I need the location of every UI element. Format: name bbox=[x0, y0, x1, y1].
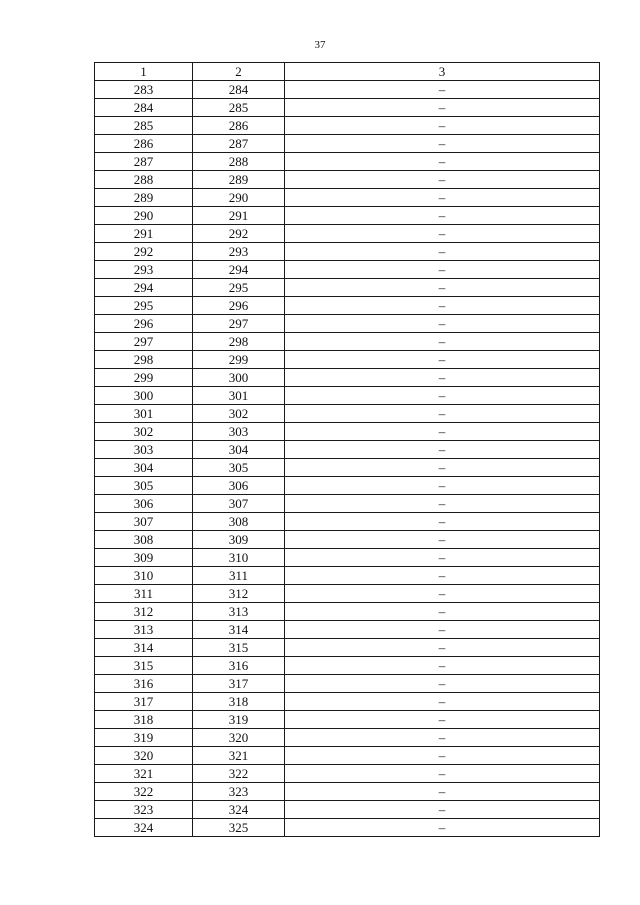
table-cell-col-2: 299 bbox=[193, 351, 285, 369]
table-cell-col-2: 307 bbox=[193, 495, 285, 513]
table-row bbox=[95, 279, 600, 297]
table-cell-col-2: 285 bbox=[193, 99, 285, 117]
table-cell-col-3: – bbox=[285, 783, 600, 801]
table-cell-col-3: – bbox=[285, 549, 600, 567]
table-cell-col-2: 314 bbox=[193, 621, 285, 639]
table-row bbox=[95, 315, 600, 333]
table-cell-col-2: 288 bbox=[193, 153, 285, 171]
table-row bbox=[95, 711, 600, 729]
table-row bbox=[95, 603, 600, 621]
table-cell-col-1: 315 bbox=[95, 657, 193, 675]
table-cell-col-3: – bbox=[285, 189, 600, 207]
table-header bbox=[95, 63, 600, 81]
table-cell-col-1: 317 bbox=[95, 693, 193, 711]
table-cell-col-2: 291 bbox=[193, 207, 285, 225]
table-row bbox=[95, 225, 600, 243]
table-cell-col-1: 301 bbox=[95, 405, 193, 423]
table-cell-col-2: 313 bbox=[193, 603, 285, 621]
table-cell-col-1: 307 bbox=[95, 513, 193, 531]
table-cell-col-1: 309 bbox=[95, 549, 193, 567]
table-cell-col-2: 319 bbox=[193, 711, 285, 729]
table-cell-col-2: 309 bbox=[193, 531, 285, 549]
table-row bbox=[95, 585, 600, 603]
table-cell-col-3: – bbox=[285, 225, 600, 243]
table-row bbox=[95, 441, 600, 459]
table-cell-col-1: 306 bbox=[95, 495, 193, 513]
table-cell-col-3: – bbox=[285, 171, 600, 189]
table-cell-col-1: 285 bbox=[95, 117, 193, 135]
table-cell-col-3: – bbox=[285, 243, 600, 261]
table-cell-col-1: 293 bbox=[95, 261, 193, 279]
table-cell-col-2: 315 bbox=[193, 639, 285, 657]
table-body bbox=[95, 81, 600, 837]
table-cell-col-2: 300 bbox=[193, 369, 285, 387]
table-cell-col-2: 306 bbox=[193, 477, 285, 495]
table-cell-col-3: – bbox=[285, 261, 600, 279]
table-cell-col-3: – bbox=[285, 153, 600, 171]
table-cell-col-3: – bbox=[285, 423, 600, 441]
table-cell-col-1: 320 bbox=[95, 747, 193, 765]
table-cell-col-1: 292 bbox=[95, 243, 193, 261]
table-cell-col-3: – bbox=[285, 711, 600, 729]
table-row bbox=[95, 423, 600, 441]
data-table bbox=[94, 62, 600, 837]
table-cell-col-1: 321 bbox=[95, 765, 193, 783]
table-cell-col-1: 284 bbox=[95, 99, 193, 117]
table-row bbox=[95, 333, 600, 351]
table-cell-col-2: 304 bbox=[193, 441, 285, 459]
table-row bbox=[95, 153, 600, 171]
table-cell-col-1: 297 bbox=[95, 333, 193, 351]
table-cell-col-1: 300 bbox=[95, 387, 193, 405]
table-cell-col-3: – bbox=[285, 693, 600, 711]
table-cell-col-1: 310 bbox=[95, 567, 193, 585]
table-row bbox=[95, 657, 600, 675]
table-cell-col-1: 287 bbox=[95, 153, 193, 171]
table-cell-col-3: – bbox=[285, 117, 600, 135]
header-cell-3: 3 bbox=[285, 63, 600, 81]
table-row bbox=[95, 81, 600, 99]
table-cell-col-3: – bbox=[285, 747, 600, 765]
table-cell-col-2: 302 bbox=[193, 405, 285, 423]
table-cell-col-1: 314 bbox=[95, 639, 193, 657]
table-row bbox=[95, 819, 600, 837]
table-cell-col-3: – bbox=[285, 639, 600, 657]
table-cell-col-3: – bbox=[285, 477, 600, 495]
table-cell-col-2: 322 bbox=[193, 765, 285, 783]
table-cell-col-1: 296 bbox=[95, 315, 193, 333]
table-cell-col-3: – bbox=[285, 621, 600, 639]
table-cell-col-2: 292 bbox=[193, 225, 285, 243]
header-cell-1: 1 bbox=[95, 63, 193, 81]
table-cell-col-3: – bbox=[285, 333, 600, 351]
table-cell-col-3: – bbox=[285, 441, 600, 459]
table-cell-col-2: 284 bbox=[193, 81, 285, 99]
table-cell-col-3: – bbox=[285, 279, 600, 297]
table-cell-col-3: – bbox=[285, 603, 600, 621]
table-cell-col-2: 297 bbox=[193, 315, 285, 333]
table-row bbox=[95, 531, 600, 549]
table-cell-col-2: 298 bbox=[193, 333, 285, 351]
table-cell-col-1: 302 bbox=[95, 423, 193, 441]
table-cell-col-3: – bbox=[285, 369, 600, 387]
table-cell-col-3: – bbox=[285, 567, 600, 585]
table-cell-col-2: 311 bbox=[193, 567, 285, 585]
table-row bbox=[95, 801, 600, 819]
table-cell-col-2: 296 bbox=[193, 297, 285, 315]
table-row bbox=[95, 207, 600, 225]
table-cell-col-1: 298 bbox=[95, 351, 193, 369]
table-cell-col-3: – bbox=[285, 765, 600, 783]
table-row bbox=[95, 135, 600, 153]
table-row bbox=[95, 99, 600, 117]
table-row bbox=[95, 171, 600, 189]
table-cell-col-2: 323 bbox=[193, 783, 285, 801]
table-row bbox=[95, 189, 600, 207]
table-cell-col-3: – bbox=[285, 513, 600, 531]
table-cell-col-1: 304 bbox=[95, 459, 193, 477]
table-row bbox=[95, 567, 600, 585]
table-row bbox=[95, 297, 600, 315]
table-cell-col-2: 310 bbox=[193, 549, 285, 567]
table-cell-col-2: 305 bbox=[193, 459, 285, 477]
table-cell-col-3: – bbox=[285, 459, 600, 477]
table-cell-col-3: – bbox=[285, 405, 600, 423]
table-cell-col-1: 289 bbox=[95, 189, 193, 207]
table-cell-col-2: 325 bbox=[193, 819, 285, 837]
table-cell-col-3: – bbox=[285, 99, 600, 117]
table-row bbox=[95, 693, 600, 711]
table-cell-col-2: 295 bbox=[193, 279, 285, 297]
table-cell-col-3: – bbox=[285, 585, 600, 603]
table-row bbox=[95, 243, 600, 261]
table-cell-col-2: 321 bbox=[193, 747, 285, 765]
table-row bbox=[95, 729, 600, 747]
table-cell-col-3: – bbox=[285, 801, 600, 819]
table-cell-col-2: 320 bbox=[193, 729, 285, 747]
table-cell-col-2: 324 bbox=[193, 801, 285, 819]
table-cell-col-1: 299 bbox=[95, 369, 193, 387]
table-cell-col-3: – bbox=[285, 819, 600, 837]
table-cell-col-1: 291 bbox=[95, 225, 193, 243]
table-cell-col-1: 295 bbox=[95, 297, 193, 315]
header-row bbox=[95, 63, 600, 81]
table-cell-col-3: – bbox=[285, 207, 600, 225]
table-cell-col-1: 305 bbox=[95, 477, 193, 495]
table-cell-col-1: 290 bbox=[95, 207, 193, 225]
table-cell-col-3: – bbox=[285, 495, 600, 513]
table-cell-col-1: 324 bbox=[95, 819, 193, 837]
table-cell-col-1: 313 bbox=[95, 621, 193, 639]
table-cell-col-1: 288 bbox=[95, 171, 193, 189]
table-cell-col-1: 323 bbox=[95, 801, 193, 819]
table-row bbox=[95, 639, 600, 657]
table-cell-col-3: – bbox=[285, 729, 600, 747]
table-cell-col-3: – bbox=[285, 135, 600, 153]
table-cell-col-2: 286 bbox=[193, 117, 285, 135]
table-row bbox=[95, 621, 600, 639]
page-number: 37 bbox=[314, 39, 326, 51]
table-cell-col-2: 303 bbox=[193, 423, 285, 441]
table-cell-col-3: – bbox=[285, 657, 600, 675]
table-cell-col-3: – bbox=[285, 315, 600, 333]
table-row bbox=[95, 387, 600, 405]
table-cell-col-2: 318 bbox=[193, 693, 285, 711]
table-cell-col-3: – bbox=[285, 675, 600, 693]
table-cell-col-1: 318 bbox=[95, 711, 193, 729]
table-cell-col-1: 312 bbox=[95, 603, 193, 621]
table-cell-col-2: 316 bbox=[193, 657, 285, 675]
table-row bbox=[95, 747, 600, 765]
table-row bbox=[95, 783, 600, 801]
table-cell-col-1: 311 bbox=[95, 585, 193, 603]
table-cell-col-2: 312 bbox=[193, 585, 285, 603]
table-cell-col-3: – bbox=[285, 351, 600, 369]
table-row bbox=[95, 261, 600, 279]
table-cell-col-2: 289 bbox=[193, 171, 285, 189]
table-row bbox=[95, 765, 600, 783]
table-cell-col-1: 316 bbox=[95, 675, 193, 693]
table-row bbox=[95, 513, 600, 531]
table-row bbox=[95, 477, 600, 495]
table-cell-col-1: 303 bbox=[95, 441, 193, 459]
table-row bbox=[95, 549, 600, 567]
table-row bbox=[95, 405, 600, 423]
table-cell-col-2: 294 bbox=[193, 261, 285, 279]
table-cell-col-1: 286 bbox=[95, 135, 193, 153]
table-cell-col-3: – bbox=[285, 387, 600, 405]
table-cell-col-2: 293 bbox=[193, 243, 285, 261]
table-cell-col-3: – bbox=[285, 531, 600, 549]
table-row bbox=[95, 351, 600, 369]
table-row bbox=[95, 369, 600, 387]
table-row bbox=[95, 459, 600, 477]
table-cell-col-2: 317 bbox=[193, 675, 285, 693]
table-cell-col-1: 322 bbox=[95, 783, 193, 801]
table-row bbox=[95, 675, 600, 693]
table-cell-col-3: – bbox=[285, 81, 600, 99]
table-cell-col-1: 283 bbox=[95, 81, 193, 99]
table-row bbox=[95, 495, 600, 513]
table-cell-col-1: 294 bbox=[95, 279, 193, 297]
table-cell-col-2: 290 bbox=[193, 189, 285, 207]
table-cell-col-3: – bbox=[285, 297, 600, 315]
header-cell-2: 2 bbox=[193, 63, 285, 81]
table-row bbox=[95, 117, 600, 135]
table-cell-col-1: 319 bbox=[95, 729, 193, 747]
table-cell-col-1: 308 bbox=[95, 531, 193, 549]
table-cell-col-2: 301 bbox=[193, 387, 285, 405]
table-cell-col-2: 287 bbox=[193, 135, 285, 153]
table-cell-col-2: 308 bbox=[193, 513, 285, 531]
